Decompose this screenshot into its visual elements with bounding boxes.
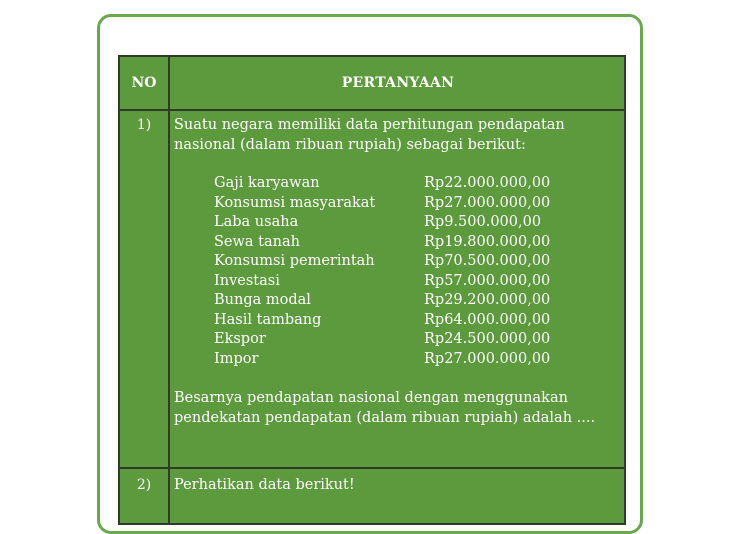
header-divider — [120, 109, 624, 111]
question-2-intro: Perhatikan data berikut! — [174, 477, 355, 493]
question-1-data-list — [214, 174, 574, 369]
data-label: Gaji karyawan — [214, 175, 320, 191]
question-2-number: 2) — [136, 477, 152, 493]
data-label: Investasi — [214, 272, 280, 289]
data-row — [214, 213, 574, 233]
data-label: Impor — [214, 350, 259, 367]
data-row — [214, 291, 574, 311]
data-label: Hasil tambang — [214, 311, 322, 328]
data-row — [214, 330, 574, 350]
data-value: Rp27.000.000,00 — [424, 194, 551, 211]
question-1-intro: Suatu negara memiliki data perhitungan pendapatan nasional (dalam ribuan rupiah) sebagai berikut: — [174, 117, 565, 153]
data-label: Laba usaha — [214, 214, 299, 230]
question-1-number: 1) — [136, 117, 152, 133]
data-value: Rp70.500.000,00 — [424, 253, 551, 269]
data-value: Rp64.000.000,00 — [424, 311, 551, 328]
data-value: Rp57.000.000,00 — [424, 272, 551, 289]
header-question: PERTANYAAN — [341, 75, 455, 91]
data-value: Rp22.000.000,00 — [424, 175, 551, 191]
data-row — [214, 311, 574, 331]
data-label: Konsumsi masyarakat — [214, 194, 376, 211]
column-divider — [168, 57, 170, 523]
data-row — [214, 252, 574, 272]
question-table — [118, 55, 626, 525]
question-1-closing: Besarnya pendapatan nasional dengan menggunakan pendekatan pendapatan (dalam ribuan rupiah) adalah .... — [174, 390, 596, 426]
data-value: Rp9.500.000,00 — [424, 214, 542, 230]
row-divider — [120, 467, 624, 469]
data-row — [214, 233, 574, 253]
data-value: Rp19.800.000,00 — [424, 233, 551, 250]
data-row — [214, 350, 574, 370]
data-label: Ekspor — [214, 331, 266, 347]
data-value: Rp27.000.000,00 — [424, 350, 551, 367]
data-label: Konsumsi pemerintah — [214, 253, 375, 269]
header-no: NO — [131, 75, 157, 91]
data-row — [214, 174, 574, 194]
data-label: Sewa tanah — [214, 233, 300, 250]
data-label: Bunga modal — [214, 292, 311, 308]
data-value: Rp24.500.000,00 — [424, 331, 551, 347]
data-row — [214, 272, 574, 292]
data-row — [214, 194, 574, 214]
data-value: Rp29.200.000,00 — [424, 292, 551, 308]
